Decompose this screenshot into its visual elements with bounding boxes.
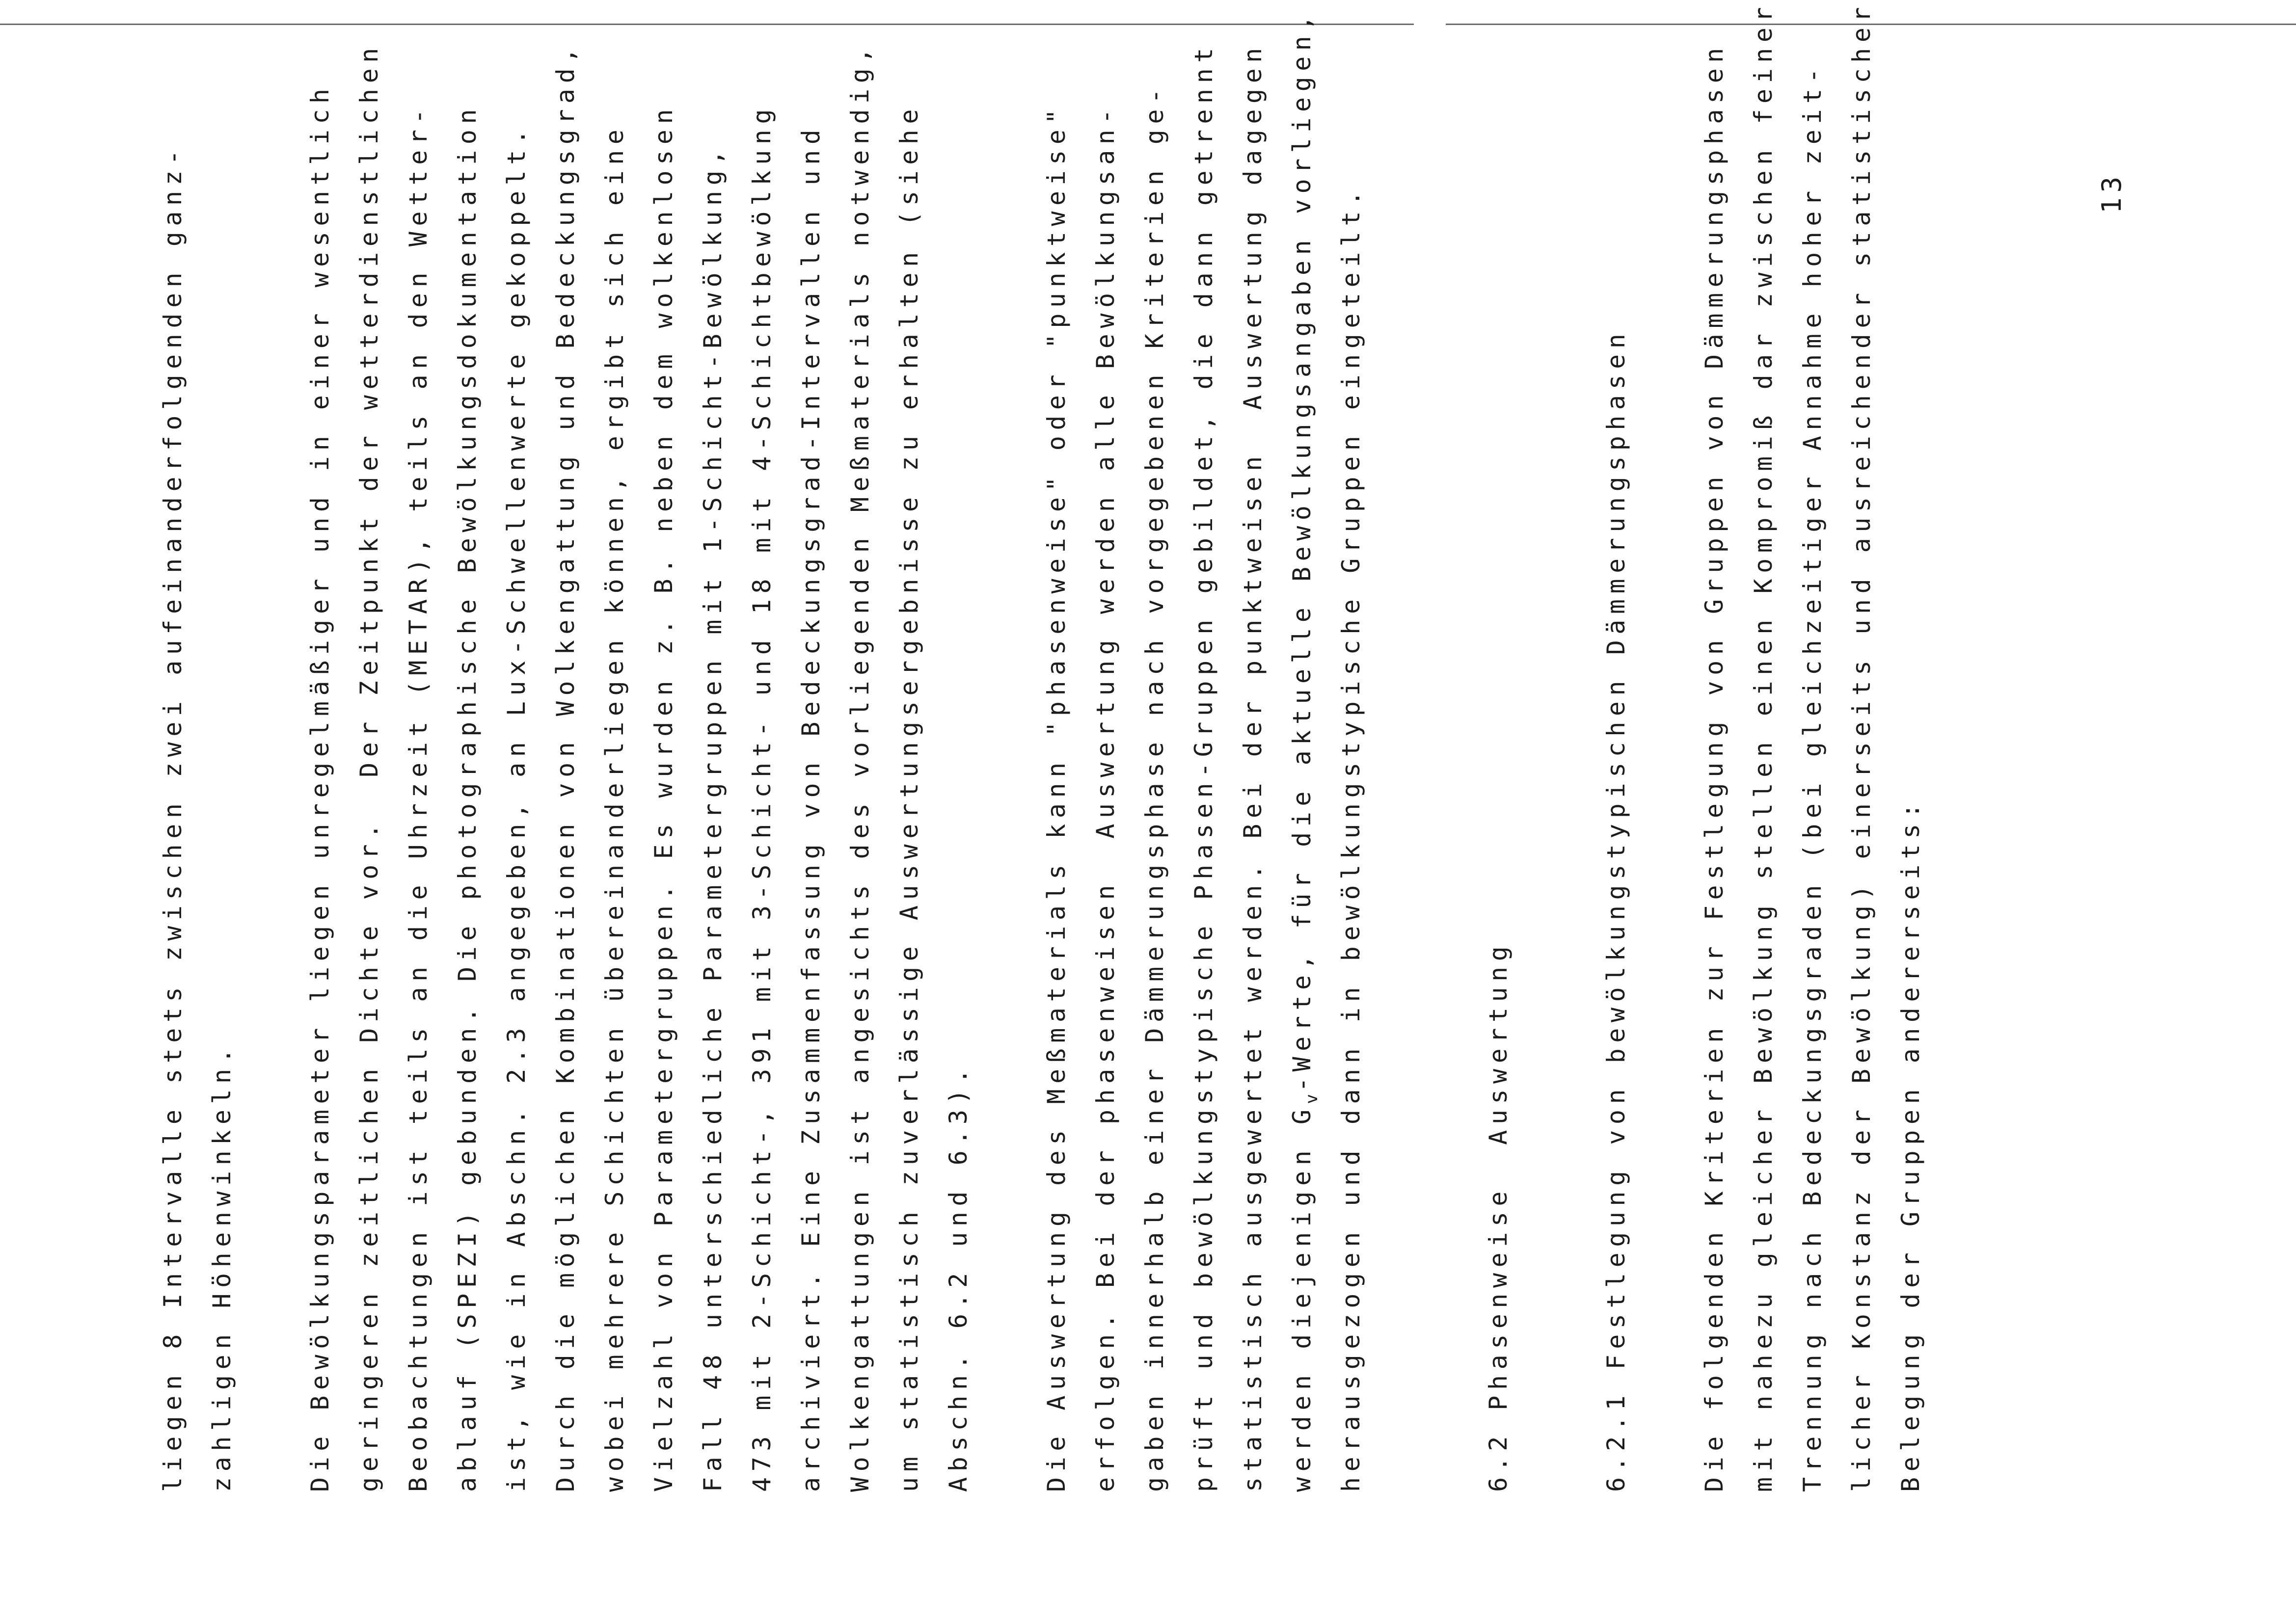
section-heading-6-2-1: 6.2.1 Festlegung von bewölkungstypischen Dämmerungsphasen [1602,328,1630,1492]
text-line: Durch die möglichen Kombinationen von Wolkengattung und Bedeckungsgrad, [551,42,580,1492]
text-line: Trennung nach Bedeckungsgraden (bei gleichzeitiger Annahme hoher zeit- [1798,62,1827,1492]
text-line: Belegung der Gruppen andererseits: [1896,798,1925,1492]
text-line: Beobachtungen ist teils an die Uhrzeit (METAR), teils an den Wetter- [404,104,432,1492]
text-line: mit nahezu gleicher Bewölkung stellen einen Kompromiß dar zwischen feiner [1749,1,1778,1492]
page-number: 13 [2096,171,2127,213]
top-edge-line-left [0,24,1414,25]
gv-prefix: werden diejenigen G [1288,1104,1316,1492]
section-heading-6-2: 6.2 Phasenweise Auswertung [1484,940,1513,1492]
text-line: wobei mehrere Schichten übereinanderliegen können, ergibt sich eine [600,124,629,1492]
text-line: ablauf (SPEZI) gebunden. Die photographische Bewölkungsdokumentation [453,104,482,1492]
text-line: um statistisch zuverlässige Auswertungsergebnisse zu erhalten (siehe [895,104,923,1492]
text-line: licher Konstanz der Bewölkung) einerseits und ausreichender statistischer [1847,1,1876,1492]
text-line: ist, wie in Abschn. 2.3 angegeben, an Lux-Schwellenwerte gekoppelt. [502,124,531,1492]
text-line: gaben innerhalb einer Dämmerungsphase nach vorgegebenen Kriterien ge- [1140,83,1169,1492]
text-line: Die Auswertung des Meßmaterials kann "phasenweise" oder "punktweise" [1042,104,1071,1492]
text-line: erfolgen. Bei der phasenweisen Auswertung werden alle Bewölkungsan- [1091,104,1120,1492]
text-line: zahligen Höhenwinkeln. [208,1042,236,1492]
text-line: Abschn. 6.2 und 6.3). [944,1063,972,1492]
text-line: archiviert. Eine Zusammenfassung von Bedeckungsgrad-Intervallen und [797,124,825,1492]
text-line: Fall 48 unterschiedliche Parametergruppen mit 1-Schicht-Bewölkung, [699,144,727,1492]
text-line: 473 mit 2-Schicht-, 391 mit 3-Schicht- und 18 mit 4-Schichtbewölkung [748,104,776,1492]
text-line: Vielzahl von Parametergruppen. Es wurden z. B. neben dem wolkenlosen [649,104,678,1492]
text-line: liegen 8 Intervalle stets zwischen zwei aufeinanderfolgenden ganz- [159,144,187,1492]
text-line: prüft und bewölkungstypische Phasen-Gruppen gebildet, die dann getrennt [1189,42,1218,1492]
text-line: herausgezogen und dann in bewölkungstypische Gruppen eingeteilt. [1337,185,1365,1492]
gv-subscript: v [1302,1092,1322,1104]
text-line: statistisch ausgewertet werden. Bei der punktweisen Auswertung dagegen [1239,42,1267,1492]
text-line-gv [1287,10,1326,1492]
text-line: Wolkengattungen ist angesichts des vorliegenden Meßmaterials notwendig, [846,42,874,1492]
text-line: Die Bewölkungsparameter liegen unregelmäßiger und in einer wesentlich [306,83,334,1492]
text-line: Die folgenden Kriterien zur Festlegung von Gruppen von Dämmerungsphasen [1700,42,1729,1492]
gv-suffix: -Werte, für die aktuelle Bewölkungsangaben vorliegen, [1288,10,1316,1092]
text-line: geringeren zeitlichen Dichte vor. Der Zeitpunkt der wetterdienstlichen [355,42,383,1492]
